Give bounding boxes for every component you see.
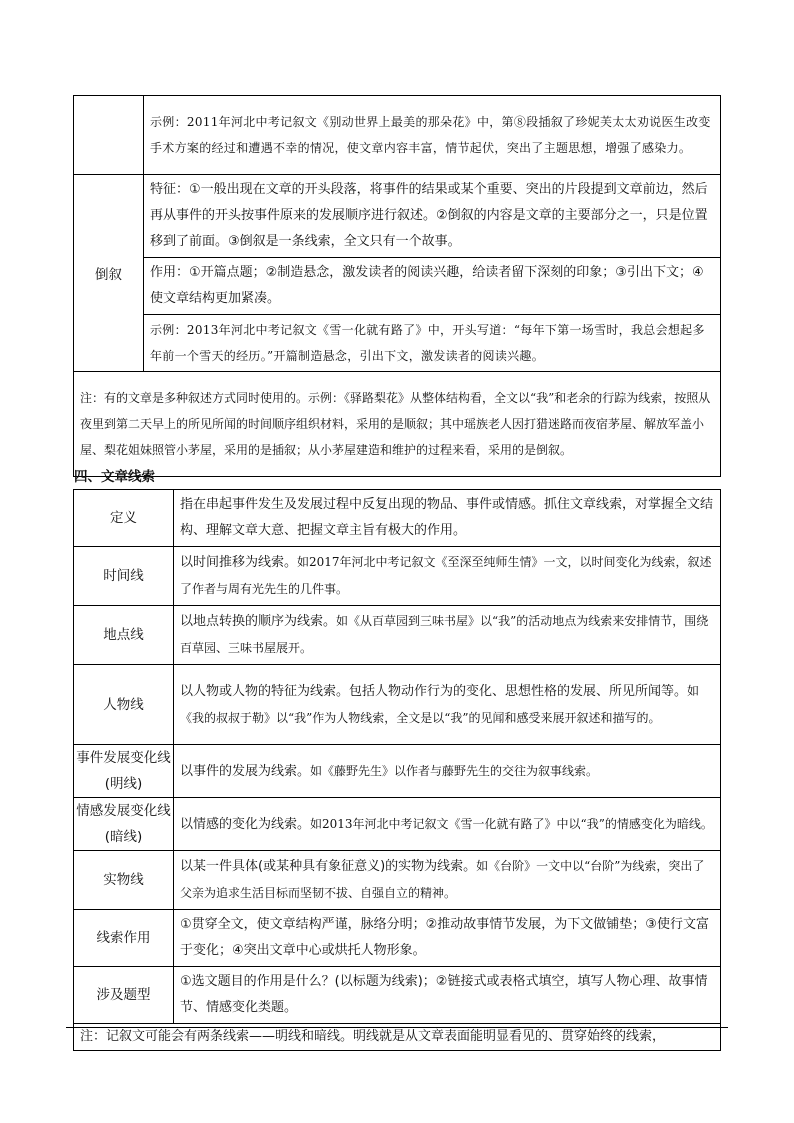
blank-label-cell bbox=[74, 96, 144, 175]
row-content-object-line bbox=[174, 851, 721, 910]
row-example: 如《从百草园到三味书屋》以“我”的活动地点为线索来安排情节，围绕百草园、三味书屋展开。 bbox=[180, 614, 709, 655]
table-row bbox=[74, 798, 721, 851]
page-footer-rule bbox=[66, 1027, 728, 1028]
row-text: ①选文题目的作用是什么？(以标题为线索)；②链接式或表格式填空，填写人物心理、故事情节、情感变化类题。 bbox=[180, 974, 708, 1015]
row-text: 以事件的发展为线索。 bbox=[180, 763, 311, 779]
flashback-label: 倒叙 bbox=[74, 175, 144, 372]
row-example: 如2017年河北中考记叙文《至深至纯师生情》一文，以时间变化为线索，叙述了作者与周有光先生的几件事。 bbox=[180, 555, 712, 596]
narration-note bbox=[74, 372, 721, 477]
row-example: 如《我的叔叔于勒》以“我”作为人物线索，全文是以“我”的见闻和感受来展开叙述和描写的。 bbox=[180, 683, 700, 725]
row-content-question-types bbox=[174, 967, 721, 1024]
row-example: 如2013年河北中考记叙文《雪一化就有路了》中以“我”的情感变化为暗线。 bbox=[310, 816, 713, 831]
row-label-object-line: 实物线 bbox=[74, 851, 174, 910]
row-content-definition bbox=[174, 490, 721, 547]
table-row bbox=[74, 745, 721, 798]
row-content-clue-function bbox=[174, 910, 721, 967]
row-content-emotion-line bbox=[174, 798, 721, 851]
row-text: 以时间推移为线索。 bbox=[180, 555, 298, 570]
row-content-person bbox=[174, 665, 721, 745]
table-row bbox=[74, 851, 721, 910]
insert-narration-example: 示例：2011年河北中考记叙文《别动世界上最美的那朵花》中，第⑧段插叙了珍妮芙太太劝说医生改变手术方案的经过和遭遇不幸的情况，使文章内容丰富，情节起伏，突出了主题思想，增强了感染力。 bbox=[144, 96, 721, 175]
row-label-time: 时间线 bbox=[74, 547, 174, 606]
row-label-emotion-line: 情感发展变化线(暗线) bbox=[74, 798, 174, 851]
flashback-function: 作用：①开篇点题；②制造悬念，激发读者的阅读兴趣，给读者留下深刻的印象；③引出下文；④使文章结构更加紧凑。 bbox=[144, 258, 721, 315]
table-row bbox=[74, 665, 721, 745]
row-text: 以情感的变化为线索。 bbox=[180, 816, 311, 832]
row-label-place: 地点线 bbox=[74, 606, 174, 665]
table-row bbox=[74, 490, 721, 547]
table-row bbox=[74, 967, 721, 1024]
row-label-clue-function: 线索作用 bbox=[74, 910, 174, 967]
row-text: 以地点转换的顺序为线索。 bbox=[180, 614, 337, 629]
row-label-event-line: 事件发展变化线(明线) bbox=[74, 745, 174, 798]
row-example: 如《藤野先生》以作者与藤野先生的交往为叙事线索。 bbox=[310, 763, 599, 778]
flashback-example: 示例：2013年河北中考记叙文《雪一化就有路了》中，开头写道：“每年下第一场雪时，我总会想起多年前一个雪天的经历。”开篇制造悬念，引出下文，激发读者的阅读兴趣。 bbox=[144, 315, 721, 372]
row-label-person: 人物线 bbox=[74, 665, 174, 745]
row-content-event-line bbox=[174, 745, 721, 798]
flashback-feature: 特征：①一般出现在文章的开头段落，将事件的结果或某个重要、突出的片段提到文章前边，然后再从事件的开头按事件原来的发展顺序进行叙述。②倒叙的内容是文章的主要部分之一，只是位置移到了前面。③倒叙是一条线索，全文只有一个故事。 bbox=[144, 175, 721, 258]
clue-table bbox=[73, 489, 721, 1051]
row-text: 以某一件具体(或某种具有象征意义)的实物为线索。 bbox=[180, 859, 477, 874]
row-label-definition: 定义 bbox=[74, 490, 174, 547]
table-row bbox=[74, 910, 721, 967]
narration-note-body: 《驿路梨花》从整体结构看，全文以“我”和老余的行踪为线索，按照从夜里到第二天早上的所见所闻的时间顺序组织材料，采用的是顺叙；其中瑶族老人因打猎迷路而夜宿茅屋、解放军盖小屋、梨花姐妹照管小茅屋，采用的是插叙；从小茅屋建造和维护的过程来看，采用的是倒叙。 bbox=[80, 391, 711, 457]
row-example: 如《台阶》一文中以“台阶”为线索，突出了父亲为追求生活目标而坚韧不拔、自强自立的精神。 bbox=[180, 859, 705, 900]
row-content-time bbox=[174, 547, 721, 606]
clue-note: 注：记叙文可能会有两条线索——明线和暗线。明线就是从文章表面能明显看见的、贯穿始终的线索， bbox=[74, 1024, 721, 1051]
row-text: 指在串起事件发生及发展过程中反复出现的物品、事件或情感。抓住文章线索，对掌握全文结构、理解文章大意、把握文章主旨有极大的作用。 bbox=[180, 497, 714, 538]
table-row bbox=[74, 547, 721, 606]
row-text: ①贯穿全文，使文章结构严谨，脉络分明；②推动故事情节发展，为下文做铺垫；③使行文富于变化；④突出文章中心或烘托人物形象。 bbox=[180, 917, 709, 958]
narration-table bbox=[73, 95, 721, 477]
row-text: 以人物或人物的特征为线索。包括人物动作行为的变化、思想性格的发展、所见所闻等。 bbox=[180, 683, 688, 699]
table-row bbox=[74, 606, 721, 665]
row-content-place bbox=[174, 606, 721, 665]
row-label-question-types: 涉及题型 bbox=[74, 967, 174, 1024]
narration-note-prefix: 注：有的文章是多种叙述方式同时使用的。示例： bbox=[80, 391, 345, 405]
section-title: 四、文章线索 bbox=[74, 469, 155, 485]
